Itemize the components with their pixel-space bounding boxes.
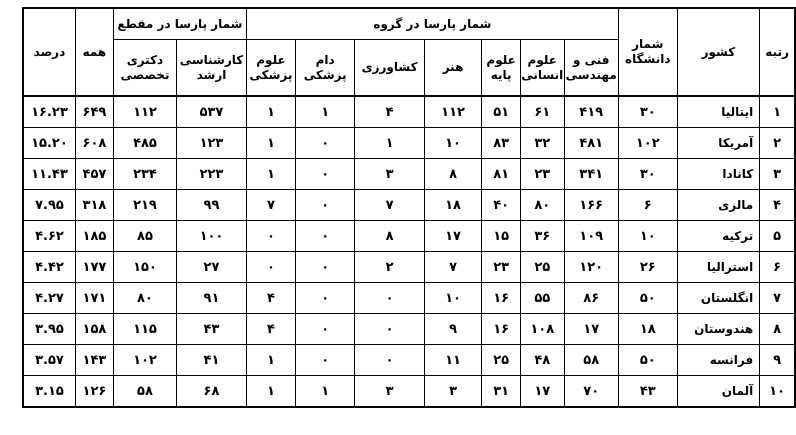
group-count-cell: ۱۰۹ xyxy=(564,221,618,252)
rank-cell: ۸ xyxy=(760,314,795,345)
group-count-cell: ۰ xyxy=(296,190,355,221)
group-count-cell: ۴ xyxy=(246,283,295,314)
percent-cell: ۴.۴۲ xyxy=(23,252,75,283)
country-cell: آلمان xyxy=(677,376,760,408)
table-row xyxy=(23,283,795,314)
group-count-cell: ۴۸ xyxy=(520,345,564,376)
group-count-cell: ۶۱ xyxy=(520,96,564,128)
group-count-cell: ۱۰ xyxy=(424,283,481,314)
level-count-cell: ۲۳۴ xyxy=(113,159,176,190)
level-count-cell: ۴۸۵ xyxy=(113,128,176,159)
country-cell: فرانسه xyxy=(677,345,760,376)
total-cell: ۱۸۵ xyxy=(75,221,113,252)
header-total: همه xyxy=(75,8,113,96)
universities-cell: ۵۰ xyxy=(618,283,677,314)
group-count-cell: ۸۰ xyxy=(520,190,564,221)
header-group-engineering: فنی و مهندسی xyxy=(564,40,618,97)
country-cell: هندوستان xyxy=(677,314,760,345)
country-cell: انگلستان xyxy=(677,283,760,314)
level-count-cell: ۲۱۹ xyxy=(113,190,176,221)
country-cell: آمریکا xyxy=(677,128,760,159)
table-row xyxy=(23,159,795,190)
level-count-cell: ۴۳ xyxy=(177,314,247,345)
group-count-cell: ۱ xyxy=(296,96,355,128)
table-row xyxy=(23,345,795,376)
header-percent: درصد xyxy=(23,8,75,96)
table-body xyxy=(23,96,795,407)
group-count-cell: ۱۲۰ xyxy=(564,252,618,283)
students-table xyxy=(22,7,796,408)
group-count-cell: ۳۲ xyxy=(520,128,564,159)
level-count-cell: ۶۸ xyxy=(177,376,247,408)
group-count-cell: ۱ xyxy=(296,376,355,408)
group-count-cell: ۰ xyxy=(355,314,425,345)
rank-cell: ۵ xyxy=(760,221,795,252)
rank-cell: ۷ xyxy=(760,283,795,314)
group-count-cell: ۵۸ xyxy=(564,345,618,376)
group-count-cell: ۰ xyxy=(355,345,425,376)
group-count-cell: ۴ xyxy=(355,96,425,128)
group-count-cell: ۷۰ xyxy=(564,376,618,408)
group-count-cell: ۰ xyxy=(246,221,295,252)
total-cell: ۱۷۷ xyxy=(75,252,113,283)
group-count-cell: ۱ xyxy=(246,345,295,376)
country-cell: ایتالیا xyxy=(677,96,760,128)
group-count-cell: ۸۶ xyxy=(564,283,618,314)
group-count-cell: ۰ xyxy=(296,159,355,190)
group-count-cell: ۱۸ xyxy=(424,190,481,221)
group-count-cell: ۲۵ xyxy=(520,252,564,283)
total-cell: ۶۴۹ xyxy=(75,96,113,128)
group-count-cell: ۴ xyxy=(246,314,295,345)
percent-cell: ۴.۶۲ xyxy=(23,221,75,252)
level-count-cell: ۱۵۰ xyxy=(113,252,176,283)
country-cell: استرالیا xyxy=(677,252,760,283)
group-count-cell: ۲۳ xyxy=(520,159,564,190)
header-group-medical: علوم پزشکی xyxy=(246,40,295,97)
universities-cell: ۳۰ xyxy=(618,96,677,128)
group-count-cell: ۰ xyxy=(296,314,355,345)
universities-cell: ۴۳ xyxy=(618,376,677,408)
percent-cell: ۳.۹۵ xyxy=(23,314,75,345)
group-count-cell: ۱۱ xyxy=(424,345,481,376)
group-count-cell: ۱ xyxy=(355,128,425,159)
group-count-cell: ۰ xyxy=(246,252,295,283)
level-count-cell: ۱۰۰ xyxy=(177,221,247,252)
group-count-cell: ۷ xyxy=(355,190,425,221)
group-count-cell: ۸ xyxy=(424,159,481,190)
header-universities: شمار دانشگاه xyxy=(618,8,677,96)
group-count-cell: ۲۳ xyxy=(482,252,521,283)
table-row xyxy=(23,314,795,345)
table-row xyxy=(23,128,795,159)
group-count-cell: ۱۷ xyxy=(520,376,564,408)
percent-cell: ۱۶.۲۳ xyxy=(23,96,75,128)
rank-cell: ۱ xyxy=(760,96,795,128)
table-row xyxy=(23,96,795,128)
rank-cell: ۱۰ xyxy=(760,376,795,408)
group-count-cell: ۳۴۱ xyxy=(564,159,618,190)
group-count-cell: ۱ xyxy=(246,96,295,128)
header-group-title: شمار پارسا در گروه xyxy=(246,8,618,40)
rank-cell: ۴ xyxy=(760,190,795,221)
group-count-cell: ۱ xyxy=(246,159,295,190)
group-count-cell: ۴۱۹ xyxy=(564,96,618,128)
header-level-phd: دکتری تخصصی xyxy=(113,40,176,97)
group-count-cell: ۱۷ xyxy=(564,314,618,345)
percent-cell: ۷.۹۵ xyxy=(23,190,75,221)
group-count-cell: ۵۵ xyxy=(520,283,564,314)
table-row xyxy=(23,376,795,408)
group-count-cell: ۳۶ xyxy=(520,221,564,252)
universities-cell: ۱۸ xyxy=(618,314,677,345)
percent-cell: ۳.۱۵ xyxy=(23,376,75,408)
group-count-cell: ۲ xyxy=(355,252,425,283)
table-row xyxy=(23,190,795,221)
country-cell: کانادا xyxy=(677,159,760,190)
level-count-cell: ۸۰ xyxy=(113,283,176,314)
level-count-cell: ۲۷ xyxy=(177,252,247,283)
header-group-sciences: علوم پایه xyxy=(482,40,521,97)
total-cell: ۶۰۸ xyxy=(75,128,113,159)
group-count-cell: ۳ xyxy=(355,376,425,408)
country-cell: ترکیه xyxy=(677,221,760,252)
total-cell: ۱۲۶ xyxy=(75,376,113,408)
group-count-cell: ۳۱ xyxy=(482,376,521,408)
group-count-cell: ۴۸۱ xyxy=(564,128,618,159)
group-count-cell: ۰ xyxy=(296,252,355,283)
table-row xyxy=(23,252,795,283)
group-count-cell: ۱۵ xyxy=(482,221,521,252)
percent-cell: ۱۵.۲۰ xyxy=(23,128,75,159)
header-group-veterinary: دام پزشکی xyxy=(296,40,355,97)
group-count-cell: ۵۱ xyxy=(482,96,521,128)
rank-cell: ۳ xyxy=(760,159,795,190)
group-count-cell: ۱ xyxy=(246,376,295,408)
rank-cell: ۹ xyxy=(760,345,795,376)
group-count-cell: ۱۷ xyxy=(424,221,481,252)
header-level-masters: کارشناسی ارشد xyxy=(177,40,247,97)
group-count-cell: ۸۱ xyxy=(482,159,521,190)
universities-cell: ۵۰ xyxy=(618,345,677,376)
group-count-cell: ۲۵ xyxy=(482,345,521,376)
level-count-cell: ۸۵ xyxy=(113,221,176,252)
total-cell: ۴۵۷ xyxy=(75,159,113,190)
group-count-cell: ۰ xyxy=(296,221,355,252)
group-count-cell: ۹ xyxy=(424,314,481,345)
level-count-cell: ۹۱ xyxy=(177,283,247,314)
group-count-cell: ۰ xyxy=(296,283,355,314)
group-count-cell: ۱۶ xyxy=(482,283,521,314)
group-count-cell: ۰ xyxy=(296,345,355,376)
group-count-cell: ۸ xyxy=(355,221,425,252)
group-count-cell: ۱۰ xyxy=(424,128,481,159)
total-cell: ۳۱۸ xyxy=(75,190,113,221)
header-group-art: هنر xyxy=(424,40,481,97)
group-count-cell: ۴۰ xyxy=(482,190,521,221)
table-row xyxy=(23,221,795,252)
level-count-cell: ۹۹ xyxy=(177,190,247,221)
level-count-cell: ۱۰۲ xyxy=(113,345,176,376)
total-cell: ۱۴۳ xyxy=(75,345,113,376)
universities-cell: ۶ xyxy=(618,190,677,221)
group-count-cell: ۰ xyxy=(355,283,425,314)
rank-cell: ۶ xyxy=(760,252,795,283)
level-count-cell: ۱۱۵ xyxy=(113,314,176,345)
universities-cell: ۲۶ xyxy=(618,252,677,283)
country-cell: مالزی xyxy=(677,190,760,221)
header-level-title: شمار پارسا در مقطع xyxy=(113,8,246,40)
universities-cell: ۳۰ xyxy=(618,159,677,190)
group-count-cell: ۱۰۸ xyxy=(520,314,564,345)
group-count-cell: ۳ xyxy=(355,159,425,190)
group-count-cell: ۸۳ xyxy=(482,128,521,159)
level-count-cell: ۱۱۲ xyxy=(113,96,176,128)
header-row-top xyxy=(23,8,795,40)
group-count-cell: ۱۱۲ xyxy=(424,96,481,128)
level-count-cell: ۴۱ xyxy=(177,345,247,376)
level-count-cell: ۲۲۳ xyxy=(177,159,247,190)
group-count-cell: ۱۶ xyxy=(482,314,521,345)
total-cell: ۱۷۱ xyxy=(75,283,113,314)
level-count-cell: ۱۲۳ xyxy=(177,128,247,159)
group-count-cell: ۷ xyxy=(424,252,481,283)
header-group-agriculture: کشاورزی xyxy=(355,40,425,97)
group-count-cell: ۷ xyxy=(246,190,295,221)
percent-cell: ۳.۵۷ xyxy=(23,345,75,376)
universities-cell: ۱۰۲ xyxy=(618,128,677,159)
header-group-humanities: علوم انسانی xyxy=(520,40,564,97)
percent-cell: ۱۱.۴۳ xyxy=(23,159,75,190)
level-count-cell: ۵۳۷ xyxy=(177,96,247,128)
group-count-cell: ۱۶۶ xyxy=(564,190,618,221)
percent-cell: ۴.۲۷ xyxy=(23,283,75,314)
universities-cell: ۱۰ xyxy=(618,221,677,252)
header-country: کشور xyxy=(677,8,760,96)
level-count-cell: ۵۸ xyxy=(113,376,176,408)
header-rank: رتبه xyxy=(760,8,795,96)
rank-cell: ۲ xyxy=(760,128,795,159)
total-cell: ۱۵۸ xyxy=(75,314,113,345)
group-count-cell: ۱ xyxy=(246,128,295,159)
group-count-cell: ۳ xyxy=(424,376,481,408)
group-count-cell: ۰ xyxy=(296,128,355,159)
